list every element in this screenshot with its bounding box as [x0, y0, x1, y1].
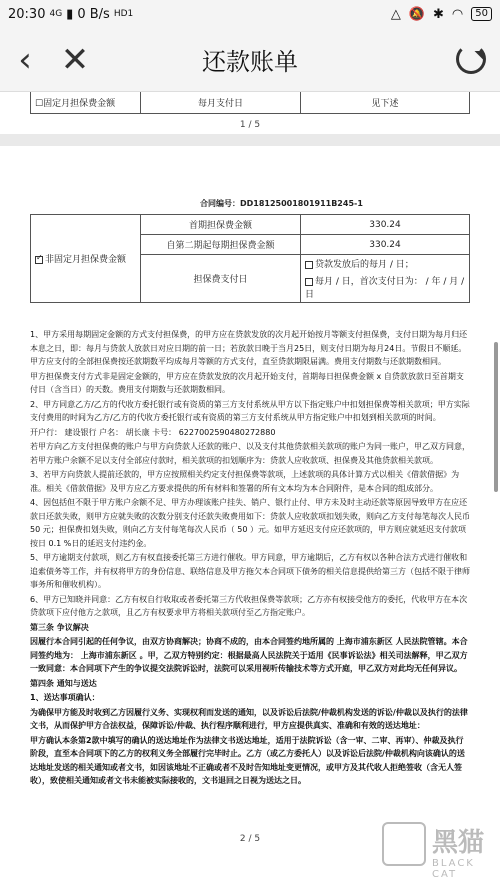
page-number-1: 1 / 5 — [239, 120, 261, 130]
see-below-label: 见下述 — [371, 99, 399, 109]
page-number-2: 2 / 5 — [239, 834, 261, 844]
paragraph: 5、甲方逾期支付款项，则乙方有权直接委托第三方进行催收。甲方同意，甲方逾期后，乙方有权以各种合法方式进行催收和追索债务等工作，并有权将甲方的身份信息、联络信息及甲方拖欠本合同项下债务的相关信息提供给第三方（包括不限于律师事务所和催收机构）。 — [30, 553, 470, 589]
fee-pay-day-options: 贷款发放后的每月 / 日； 每月 / 日，首次支付日为： / 年 / 月 / 日 — [301, 255, 470, 303]
document-viewer[interactable] — [0, 92, 500, 888]
wifi-icon: ◠ — [451, 6, 464, 22]
paragraph: 1、甲方采用每期固定金额的方式支付担保费，的甲方应在贷款发放的次月起开始按月等额支付担保费，支付日期为每月归还本息之日，即：每月与贷款人放款日对应日期的前一日；若放款日晚于当月25日，则支付日期为每月24日。节假日不顺延。甲方应支付的全部担保费按还款期数平均成每月等额的方式支付，直至贷款期限届满。费用支付期数与还款期数相同。 — [30, 330, 468, 366]
article4-title: 第四条 通知与送达 — [30, 678, 97, 688]
later-fee-value: 330.24 — [301, 235, 470, 255]
chevron-left-icon: ‹ — [18, 39, 32, 80]
paragraph: 2、甲方同意乙方/乙方的代收方委托银行或有资质的第三方支付系统从甲方以下指定账户中扣划担保费等相关款项；甲方实际支付费用的时间为乙方/乙方的代收方委托银行或有资质的第三方支付系统从甲方指定账户中扣划到相关款项的时间。 — [30, 399, 470, 422]
watermark — [382, 818, 492, 878]
close-icon: ✕ — [60, 39, 90, 80]
paragraph: 甲方担保费支付方式非是固定金额的，甲方应在贷款发放的次月起开始支付，首期每日担保费金额 x 自贷款放款日至首期支付日（含当日）的天数。费用支付期数与还款期数相同。 — [30, 371, 464, 394]
status-bar — [0, 0, 500, 28]
checkbox-unchecked — [305, 261, 313, 269]
close-button[interactable] — [50, 28, 100, 92]
nav-bar — [0, 28, 500, 92]
checkbox-checked — [35, 256, 43, 264]
net-speed: 0 B/s — [77, 6, 110, 22]
contract-number: 合同编号：DD18125001801911B245-1 — [200, 199, 363, 208]
paragraph: 3、若甲方向贷款人提前还款的，甲方应按照相关约定支付担保费等款项，上述款项的具体计算方式以相关《借款借据》为准。相关《借款借据》及甲方应乙方要求提供的所有材料和签署的所有文本均为本合同附件，是本合同的组成部分。 — [30, 470, 460, 493]
network-type: 4G — [49, 9, 63, 19]
first-fee-value: 330.24 — [301, 215, 470, 235]
paragraph: 4、因包括但不限于甲方账户余额不足、甲方办理该账户挂失、销户、银行止付、甲方未及时主动还款等原因导致甲方在应还款日还款失败，则甲方应就失败的次数分别支付还款失败费用如下：贷款人应收款项扣划失败，则向乙方支付每笔每次人民币 50 元；担保费扣划失败，则向乙方支付每笔每次人民币（ 50 ）元。如甲方延迟支付应还款项的，甲方则应就延迟支付款项按日 0.1 %日的延迟支付违约金。 — [30, 498, 470, 548]
article3-title: 第三条 争议解决 — [30, 622, 89, 632]
scrollbar[interactable] — [494, 342, 498, 492]
guarantee-fee-table — [30, 214, 470, 303]
back-button[interactable] — [0, 28, 50, 92]
page1-table-row — [30, 92, 470, 114]
pay-day-label: 每月支付日 — [141, 92, 301, 113]
bluetooth-icon: ✱ — [433, 6, 444, 22]
account-info: 开户行： 建设银行 户名： 胡长康 卡号： 6227002590480272880 — [30, 427, 276, 437]
non-fixed-fee-cell: ✓非固定月担保费金额 — [31, 215, 141, 303]
hd-badge: HD1 — [113, 9, 134, 19]
first-fee-label: 首期担保费金额 — [141, 215, 301, 235]
article3-text: 因履行本合同引起的任何争议，由双方协商解决；协商不成的，由本合同签约地所属的 上海市浦东新区 人民法院管辖。本合同签约地为： 上海市浦东新区 。甲，乙双方特别约定：根据最高人民法院关于适用《民事诉讼法》相关司法解释，甲乙双方一致同意：本合同项下产生的争议提交法院诉讼时，法院可以采用视听传输技术等方式开庭，甲乙双方对此均无任何异议。 — [30, 637, 468, 673]
cat-logo-icon — [382, 822, 426, 866]
article4-sub: 1、送达事项确认： — [30, 693, 100, 702]
contract-body — [30, 328, 470, 789]
paragraph: 6、甲方已知晓并同意：乙方有权自行收取或者委托第三方代收担保费等款项；乙方亦有权接受他方的委托，代收甲方在本次贷款项下应付他方之款项，且乙方有权要求甲方将相关款项付至乙方指定账户。 — [30, 594, 468, 617]
fixed-fee-label: ☐固定月担保费金额 — [31, 92, 141, 113]
refresh-icon[interactable] — [456, 44, 486, 74]
article4-text1: 为确保甲方能及时收到乙方因履行义务、实现权利而发送的通知，以及诉讼后法院/仲裁机构发送的诉讼/仲裁以及执行的法律文书，从而保护甲方合法权益，保障诉讼/仲裁、执行程序顺利进行，甲方应提供真实、准确和有效的送达地址： — [30, 707, 468, 730]
clock: 20:30 — [8, 6, 46, 22]
fee-pay-day-label: 担保费支付日 — [141, 255, 301, 303]
paragraph: 若甲方向乙方支付担保费的账户与甲方向贷款人还款的账户、以及支付其他贷款相关款项的账户为同一账户，甲乙双方同意，若甲方账户余额不足以支付全部应付款时，相关款项的扣划顺序为：贷款人应收款项、担保费及其他贷款相关款项。 — [30, 442, 470, 465]
later-fee-label: 自第二期起每期担保费金额 — [141, 235, 301, 255]
notification-icon: △ — [390, 6, 401, 22]
watermark-en: BLACK CAT — [432, 858, 475, 880]
mute-icon: 🔕 — [408, 6, 426, 22]
signal-icon: ▮ — [66, 6, 74, 22]
checkbox-unchecked — [305, 278, 313, 286]
page-divider — [0, 134, 500, 146]
watermark-cn: 黑猫 — [432, 828, 485, 858]
battery-level: 50 — [471, 7, 492, 21]
article4-text2: 甲方确认本条第2款中填写的确认的送达地址作为法律文书送达地址，适用于法院诉讼（含一审、二审、再审）、仲裁及执行阶段，直至本合同项下的乙方的权利义务全部履行完毕时止。乙方（或乙方委托人）以及诉讼后法院/仲裁机构向该确认的送达地址发送的相关通知或者文书，如因该地址不正确或者不及时告知地址变更情况，或甲方及其代收人拒绝签收（含无人签收），致使相关通知或者文书未能被实际接收的，文书退回之日视为送达之日。 — [30, 735, 465, 785]
page-title: 还款账单 — [202, 48, 298, 76]
